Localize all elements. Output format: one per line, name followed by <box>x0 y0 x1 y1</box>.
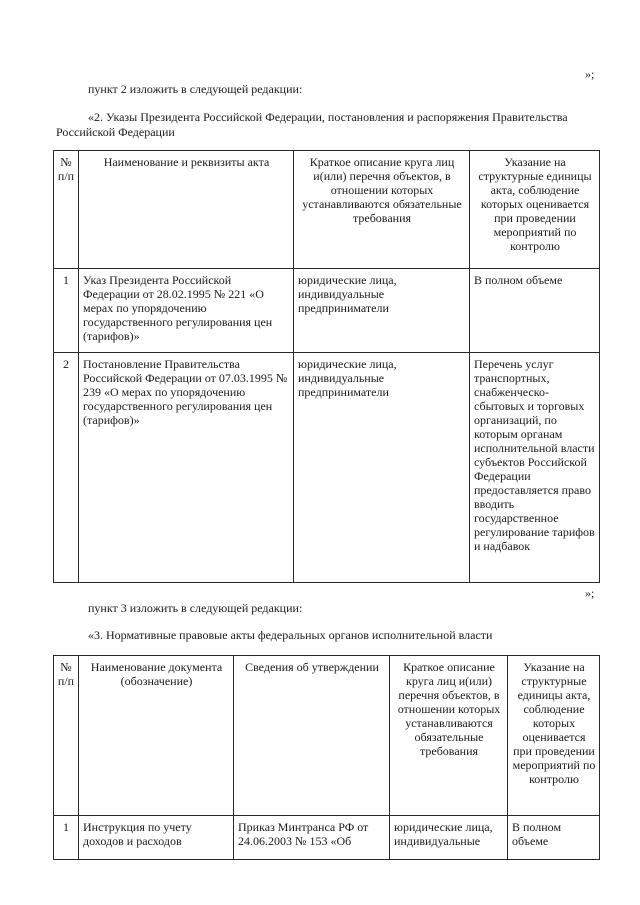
table-row <box>54 353 600 583</box>
section-2-closing-quote: »; <box>585 586 595 600</box>
cell-name: Указ Президента Российской Федерации от 28.02.1995 № 221 «О мерах по упорядочению государственного регулирования цен (тарифов)» <box>79 269 294 353</box>
table-row <box>54 816 600 860</box>
header-units: Указание на структурные единицы акта, соблюдение которых оценивается при проведении мероприятий по контролю <box>470 151 600 269</box>
section-2-table <box>53 150 600 583</box>
table-row <box>54 269 600 353</box>
header-units: Указание на структурные единицы акта, соблюдение которых оценивается при проведении мероприятий по контролю <box>508 656 600 816</box>
header-desc: Краткое описание круга лиц и(или) перечня объектов, в отношении которых устанавливаются обязательные требования <box>390 656 508 816</box>
cell-num: 1 <box>54 269 79 353</box>
cell-name: Инструкция по учету доходов и расходов <box>79 816 234 860</box>
section-3-table <box>53 655 600 860</box>
cell-num: 2 <box>54 353 79 583</box>
section-2-heading-line2: Российской Федерации <box>56 125 175 139</box>
header-approval: Сведения об утверждении <box>234 656 390 816</box>
cell-units: Перечень услуг транспортных, снабженческо-сбытовых и торговых организаций, по которым органам исполнительной власти субъектов Российской Федерации предоставляется право вводить государственное регулирование тарифов и надбавок <box>470 353 600 583</box>
cell-desc: юридические лица, индивидуальные предприниматели <box>294 269 470 353</box>
header-num: № п/п <box>54 656 79 816</box>
intro-paragraph-2: пункт 2 изложить в следующей редакции: <box>88 82 303 96</box>
table-header-row <box>54 656 600 816</box>
cell-desc: юридические лица, индивидуальные <box>390 816 508 860</box>
cell-units: В полном объеме <box>508 816 600 860</box>
cell-units: В полном объеме <box>470 269 600 353</box>
cell-name: Постановление Правительства Российской Федерации от 07.03.1995 № 239 «О мерах по упорядочению государственного регулирования цен (тарифов)» <box>79 353 294 583</box>
header-desc: Краткое описание круга лиц и(или) перечня объектов, в отношении которых устанавливаются обязательные требования <box>294 151 470 269</box>
cell-num: 1 <box>54 816 79 860</box>
header-name: Наименование и реквизиты акта <box>79 151 294 269</box>
cell-approval: Приказ Минтранса РФ от 24.06.2003 № 153 «Об <box>234 816 390 860</box>
top-closing-quote: »; <box>585 67 595 81</box>
intro-paragraph-3: пункт 3 изложить в следующей редакции: <box>88 601 303 615</box>
header-num: № п/п <box>54 151 79 269</box>
header-name: Наименование документа (обозначение) <box>79 656 234 816</box>
cell-desc: юридические лица, индивидуальные предприниматели <box>294 353 470 583</box>
section-3-heading: «3. Нормативные правовые акты федеральных органов исполнительной власти <box>88 628 493 642</box>
table-header-row <box>54 151 600 269</box>
section-2-heading-line1: «2. Указы Президента Российской Федерации, постановления и распоряжения Правительства <box>88 110 568 124</box>
